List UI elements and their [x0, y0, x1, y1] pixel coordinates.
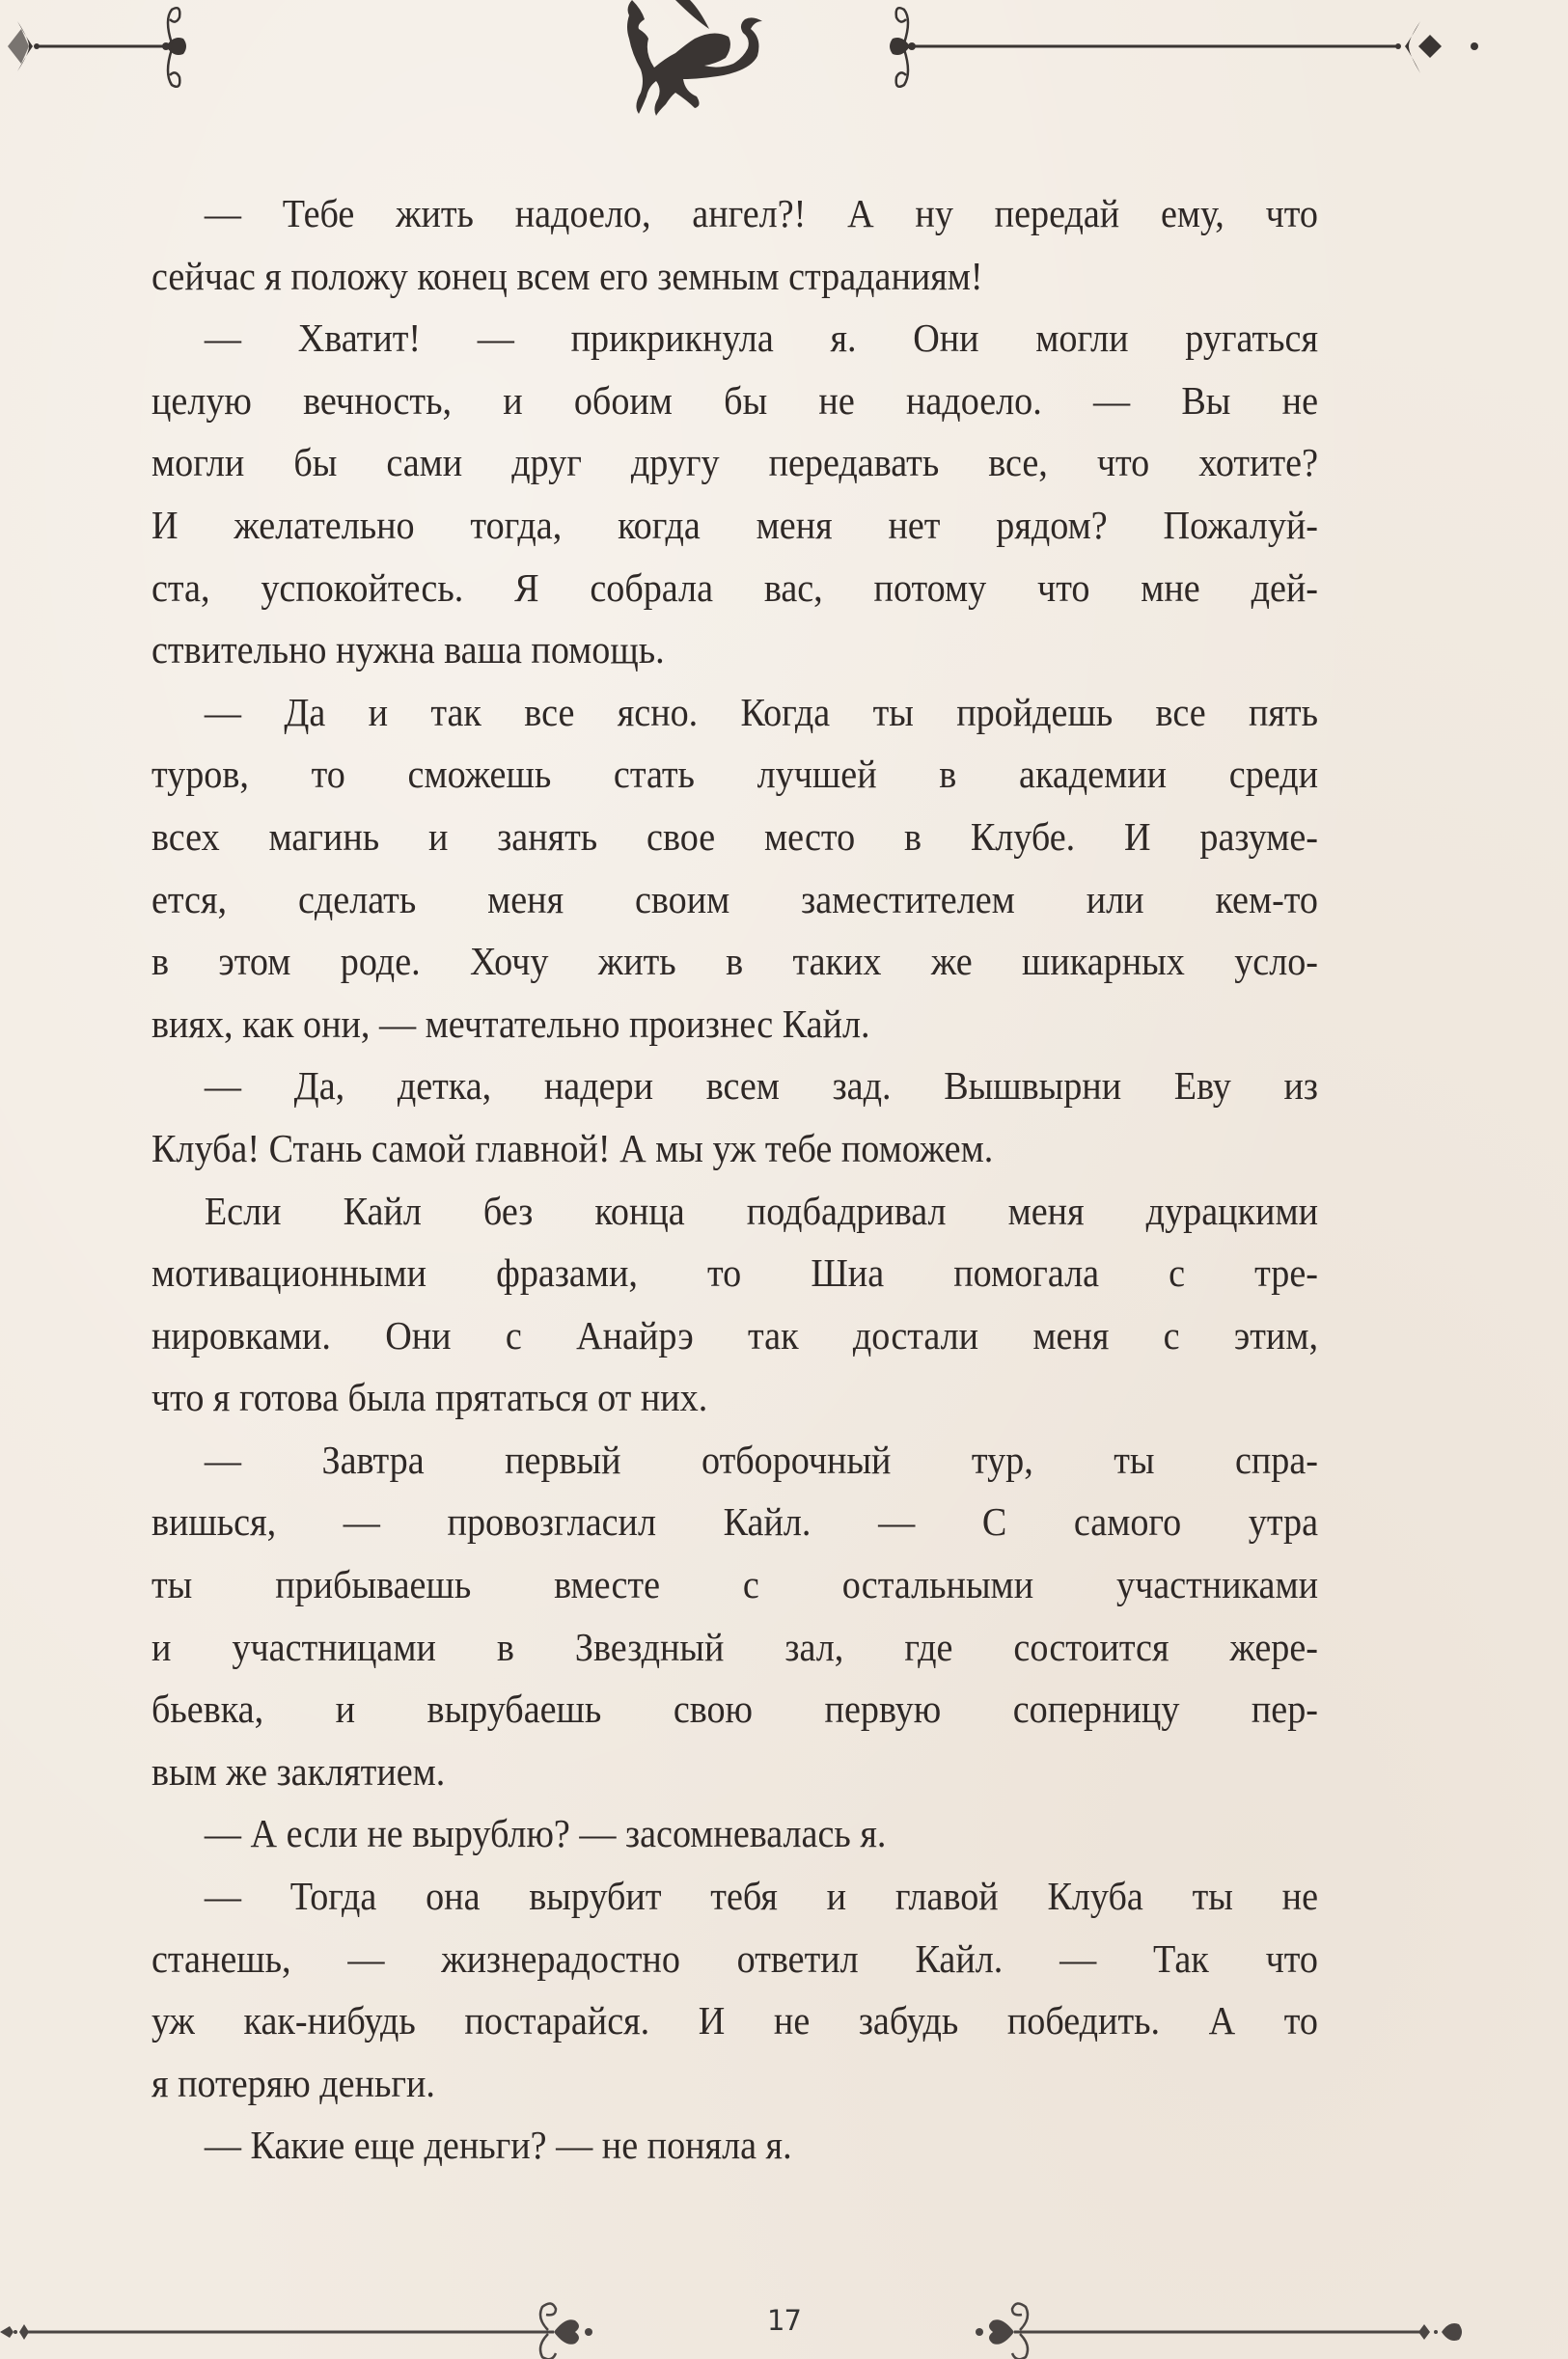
text-line: — Да, детка, надери всем зад. Вышвырни Еву из [204, 1063, 1318, 1109]
text-line: туров, то сможешь стать лучшей в академии среди [151, 752, 1318, 797]
text-line: виях, как они, — мечтательно произнес Кайл. [151, 1001, 870, 1046]
text-line: — А если не вырублю? — засомневалась я. [204, 1811, 887, 1856]
text-line: я потеряю деньги. [151, 2060, 435, 2105]
body-text [151, 182, 1318, 2177]
page-number: 17 [767, 2304, 801, 2337]
text-line: в этом роде. Хочу жить в таких же шикарных усло- [151, 939, 1318, 984]
text-line: Если Кайл без конца подбадривал меня дурацкими [204, 1188, 1318, 1233]
text-line: — Завтра первый отборочный тур, ты спра- [204, 1437, 1318, 1482]
text-line: сейчас я положу конец всем его земным страданиям! [151, 253, 983, 298]
text-line: — Какие еще деньги? — не поняла я. [204, 2123, 792, 2168]
text-line: целую вечность, и обоим бы не надоело. — Вы не [151, 377, 1318, 423]
text-line: Клуба! Стань самой главной! А мы уж тебе поможем. [151, 1125, 994, 1170]
text-line: — Да и так все ясно. Когда ты пройдешь все пять [204, 689, 1318, 734]
text-line: — Хватит! — прикрикнула я. Они могли ругаться [204, 315, 1318, 361]
text-line: ствительно нужна ваша помощь. [151, 627, 665, 672]
text-line: что я готова была прятаться от них. [151, 1375, 708, 1420]
text-line: — Тогда она вырубит тебя и главой Клуба ты не [204, 1874, 1318, 1919]
text-line: и участницами в Звездный зал, где состоится жере- [151, 1624, 1318, 1669]
text-line: И желательно тогда, когда меня нет рядом? Пожалуй- [151, 502, 1318, 547]
text-line: — Тебе жить надоело, ангел?! А ну передай ему, что [204, 191, 1318, 235]
text-line: ста, успокойтесь. Я собрала вас, потому что мне дей- [151, 564, 1318, 610]
text-line: могли бы сами друг другу передавать все, что хотите? [151, 440, 1318, 485]
text-line: станешь, — жизнерадостно ответил Кайл. — Так что [151, 1935, 1318, 1981]
text-line: мотивационными фразами, то Шиа помогала с тре- [151, 1250, 1318, 1296]
text-line: вишься, — провозгласил Кайл. — С самого утра [151, 1499, 1318, 1545]
text-line: всех магинь и занять свое место в Клубе. И разуме- [151, 813, 1318, 859]
text-line: вым же заклятием. [151, 1748, 446, 1794]
text-line: нировками. Они с Анайрэ так достали меня с этим, [151, 1312, 1318, 1358]
text-line: ты прибываешь вместе с остальными участниками [151, 1562, 1318, 1607]
text-line: бьевка, и вырубаешь свою первую соперницу пер- [151, 1687, 1318, 1732]
text-line: ется, сделать меня своим заместителем или кем-то [151, 876, 1318, 921]
dragon-divider-icon [0, 0, 1568, 125]
text-line: уж как-нибудь постарайся. И не забудь победить. А то [151, 1998, 1318, 2044]
